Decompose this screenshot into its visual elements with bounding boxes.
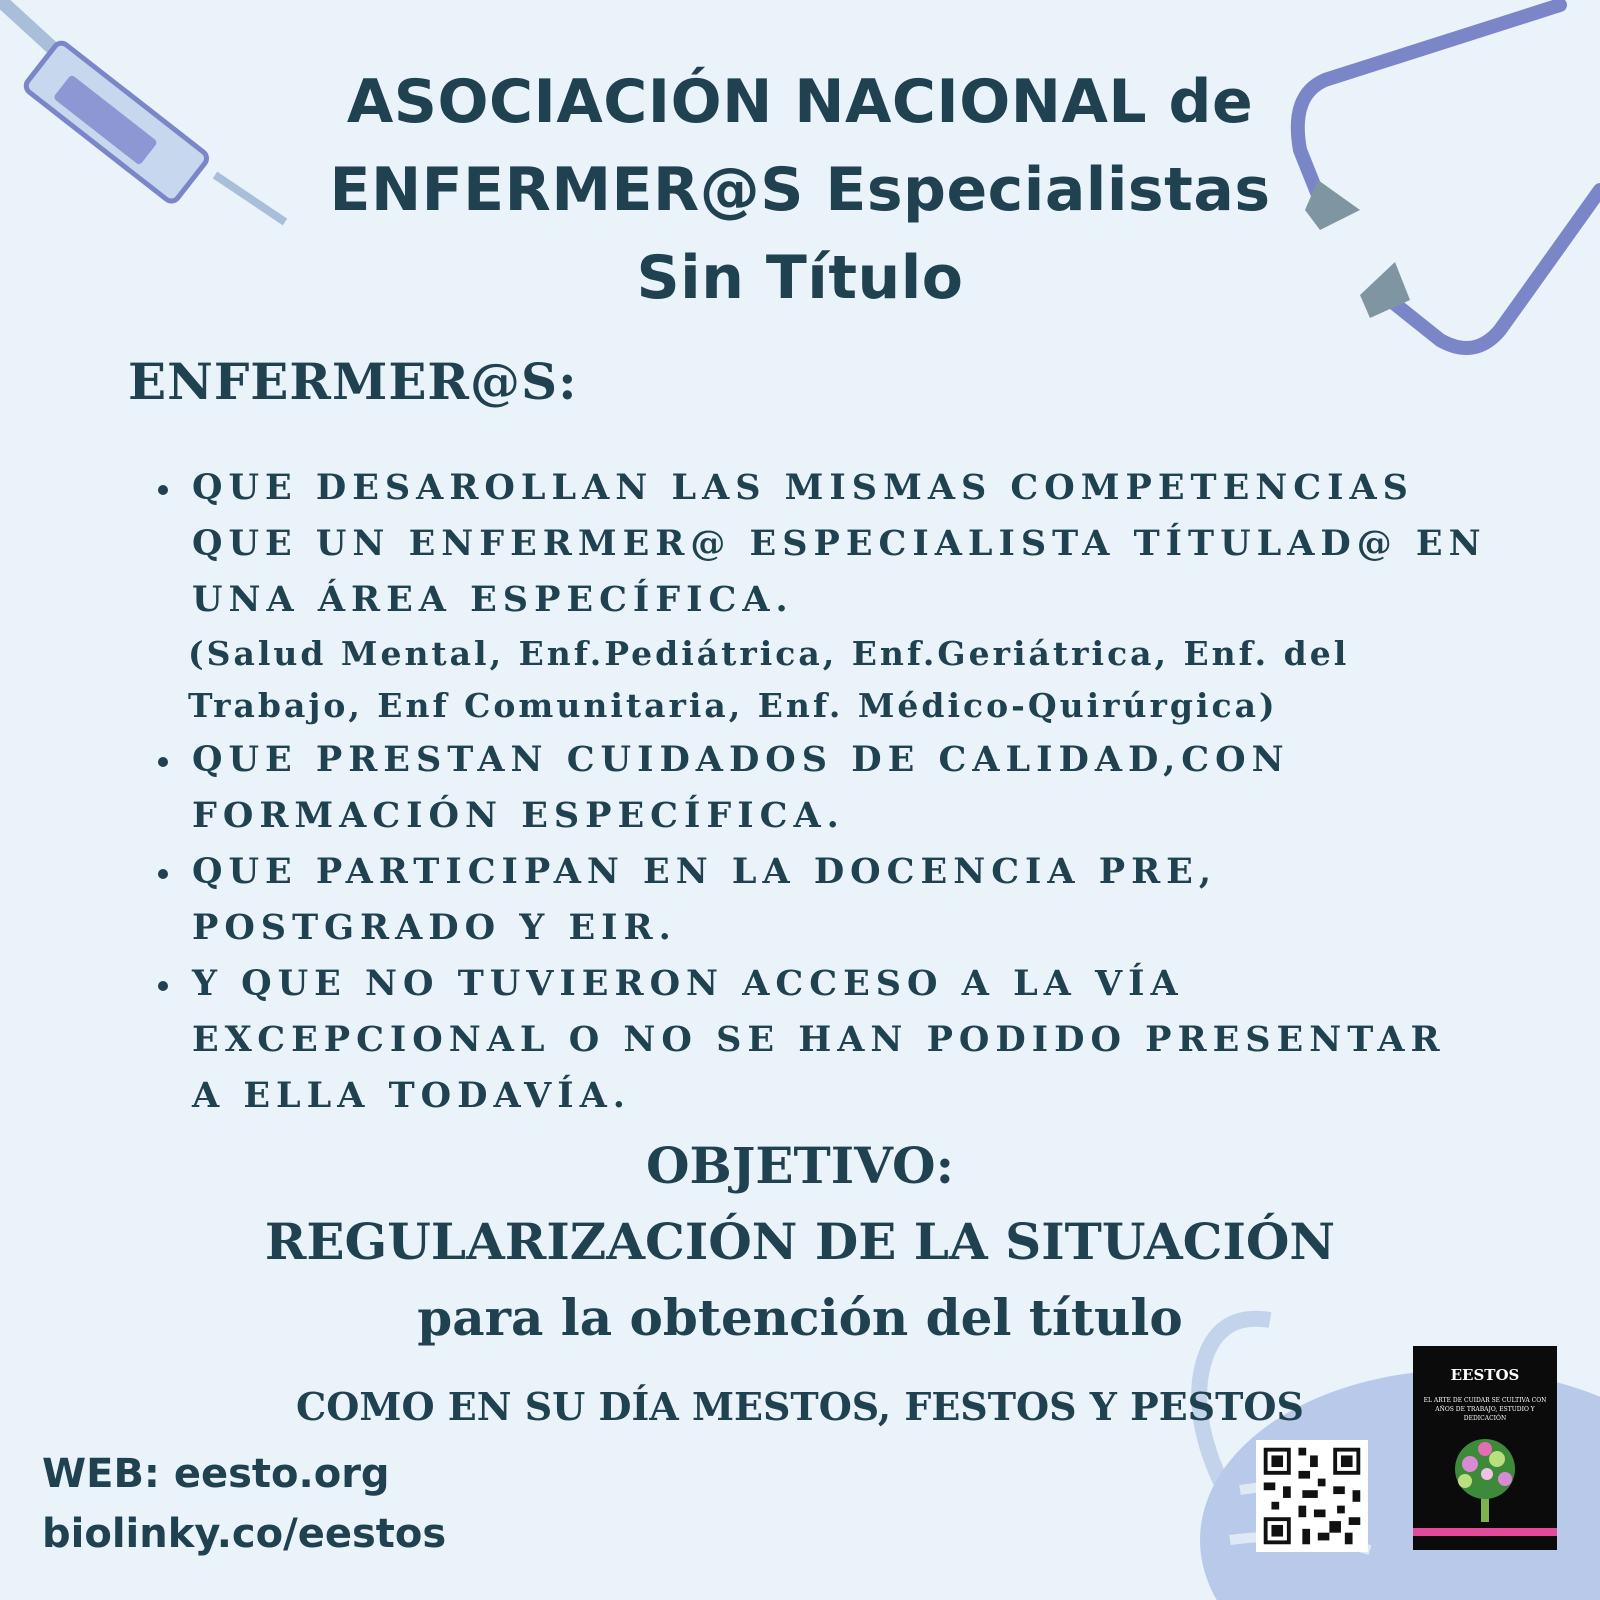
- book-footer-band: [1413, 1528, 1557, 1536]
- web-links: [42, 1444, 446, 1564]
- biolinky-link[interactable]: biolinky.co/eestos: [42, 1511, 447, 1557]
- page-title: [0, 58, 1600, 322]
- bullet-icon: [158, 757, 168, 767]
- list-item-text: QUE PRESTAN CUIDADOS DE CALIDAD,CON FORMACIÓN ESPECÍFICA.: [192, 739, 1290, 836]
- book-subtitle: EL ARTE DE CUIDAR SE CULTIVA CON AÑOS DE TRABAJO, ESTUDIO Y DEDICACIÓN: [1423, 1397, 1547, 1422]
- list-item-text: QUE DESAROLLAN LAS MISMAS COMPETENCIAS QUE UN ENFERMER@ ESPECIALISTA TÍTULAD@ EN UNA ÁREA ESPECÍFICA.: [192, 467, 1487, 620]
- list-item-subtext: (Salud Mental, Enf.Pediátrica, Enf.Geriátrica, Enf. del Trabajo, Enf Comunitaria, Enf. Médico-Quirúrgica): [188, 634, 1350, 725]
- title-line-3: Sin Título: [636, 243, 964, 313]
- title-line-1: ASOCIACIÓN NACIONAL de: [346, 67, 1254, 137]
- list-item-text: QUE PARTICIPAN EN LA DOCENCIA PRE, POSTGRADO Y EIR.: [192, 851, 1218, 948]
- bullet-icon: [158, 981, 168, 991]
- qr-code-icon[interactable]: [1256, 1440, 1368, 1552]
- list-item: [150, 956, 1490, 1124]
- bullet-icon: [158, 485, 168, 495]
- list-item: [150, 460, 1490, 732]
- bullet-icon: [158, 869, 168, 879]
- section-heading: ENFERMER@S:: [128, 352, 578, 411]
- objective-line-3: COMO EN SU DÍA MESTOS, FESTOS Y PESTOS: [296, 1384, 1304, 1429]
- book-title: EESTOS: [1450, 1366, 1520, 1384]
- objective-line-1: REGULARIZACIÓN DE LA SITUACIÓN: [264, 1212, 1336, 1271]
- web-link[interactable]: WEB: eesto.org: [42, 1451, 390, 1497]
- book-cover: [1413, 1346, 1557, 1550]
- list-item-text: Y QUE NO TUVIERON ACCESO A LA VÍA EXCEPCIONAL O NO SE HAN PODIDO PRESENTAR A ELLA TODAVÍA.: [192, 963, 1446, 1116]
- criteria-list: [150, 460, 1490, 1124]
- list-item: [150, 732, 1490, 844]
- title-line-2: ENFERMER@S Especialistas: [329, 155, 1271, 225]
- tree-icon: [1435, 1429, 1535, 1529]
- objective-line-2: para la obtención del título: [417, 1288, 1183, 1347]
- list-item: [150, 844, 1490, 956]
- objective-label: OBJETIVO:: [645, 1136, 955, 1195]
